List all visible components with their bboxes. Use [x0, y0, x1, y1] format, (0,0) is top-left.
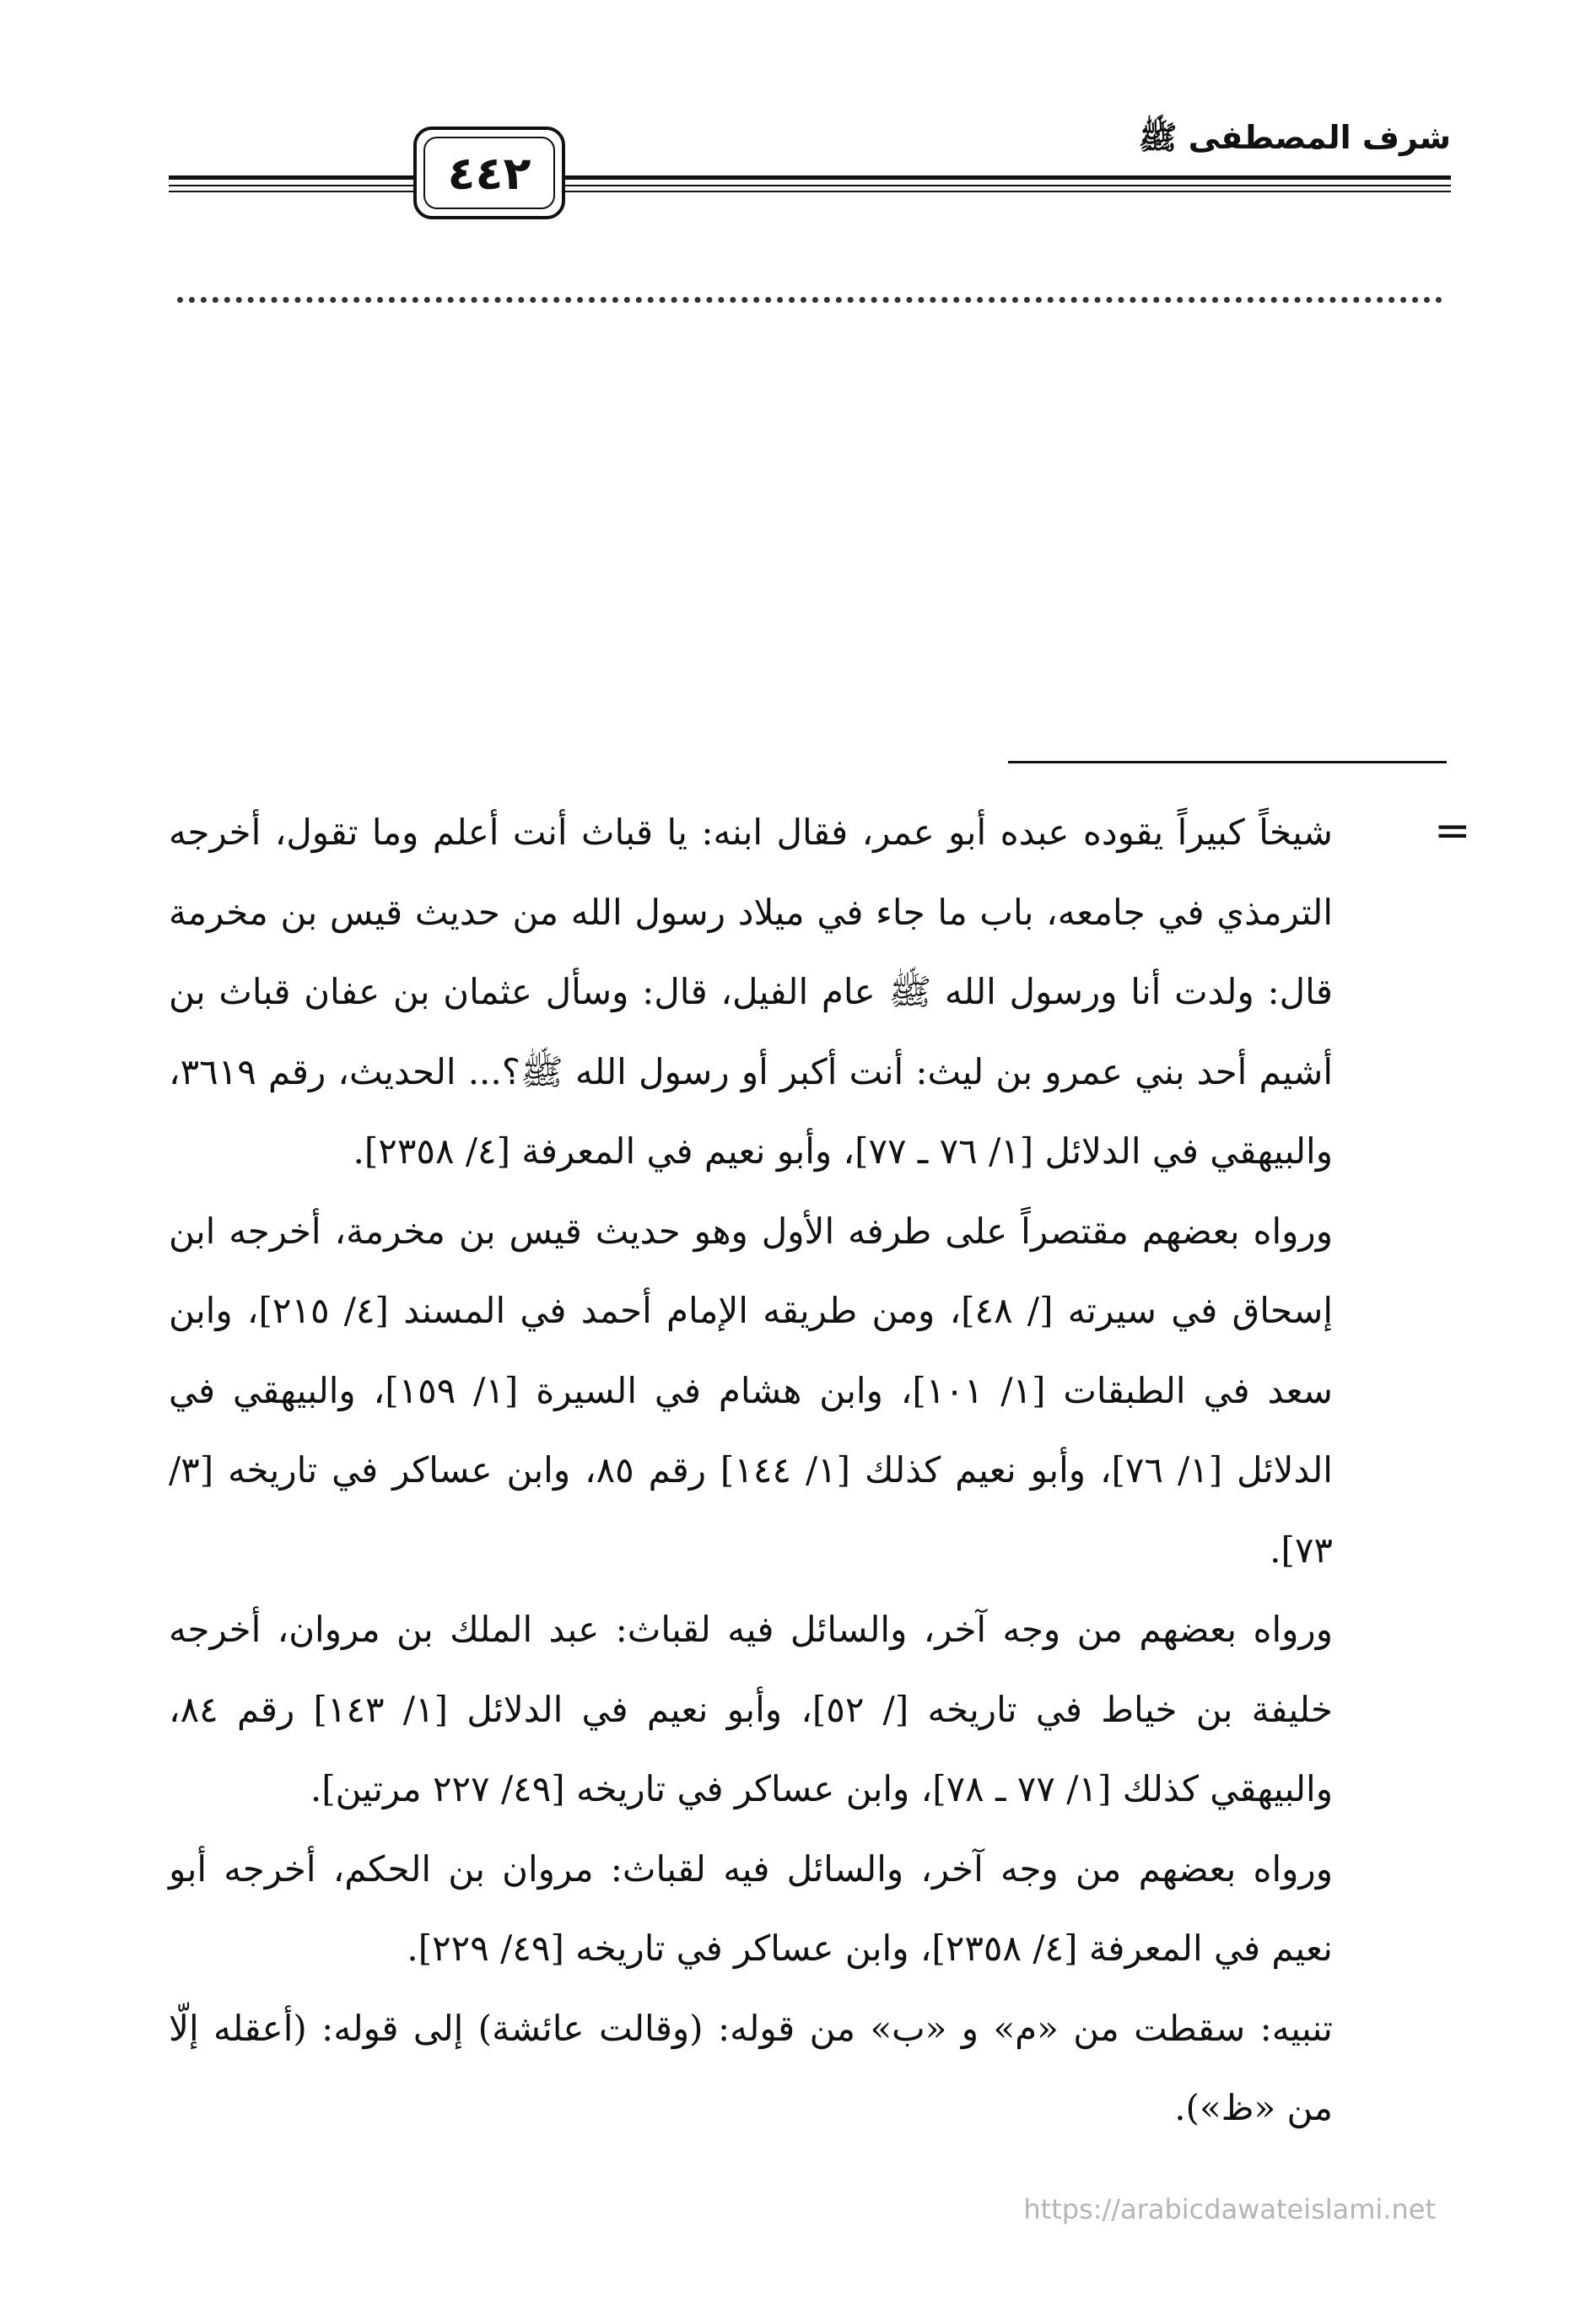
footnote-paragraph-4: ورواه بعضهم من وجه آخر، والسائل فيه لقباث: مروان بن الحكم، أخرجه أبو نعيم في المعرفة [٤/ ٢٣٥٨]، وابن عساكر في تاريخه [٤٩/ ٢٢٩]. — [169, 1847, 1333, 1969]
footnote-paragraph-5: تنبيه: سقطت من «م» و «ب» من قوله: (وقالت عائشة) إلى قوله: (أعقله إلّا من «ظ»). — [169, 2007, 1333, 2128]
page-header — [169, 110, 1451, 228]
dotted-separator — [177, 297, 1442, 303]
page-number-frame — [413, 127, 565, 219]
page-number: ٤٤٢ — [423, 137, 555, 209]
running-title: شرف المصطفى ﷺ — [1138, 119, 1451, 156]
footnote-paragraph-3: ورواه بعضهم من وجه آخر، والسائل فيه لقباث: عبد الملك بن مروان، أخرجه خليفة بن خياط في تاريخه [/ ٥٢]، وأبو نعيم في الدلائل [١/ ١٤٣] رقم ٨٤، والبيهقي كذلك [١/ ٧٧ ـ ٧٨]، وابن عساكر في تاريخه [٤٩/ ٢٢٧ مرتين]. — [169, 1609, 1333, 1809]
footnote-continuation-mark: = — [1434, 806, 1471, 856]
footnote-separator-rule — [1008, 761, 1447, 763]
watermark-url: https://arabicdawateislami.net — [1023, 2193, 1436, 2225]
footnote-paragraph-1: شيخاً كبيراً يقوده عبده أبو عمر، فقال ابنه: يا قباث أنت أعلم وما تقول، أخرجه الترمذي في جامعه، باب ما جاء في ميلاد رسول الله من حديث قيس بن مخرمة قال: ولدت أنا ورسول الله ﷺ عام الفيل، قال: وسأل عثمان بن عفان قباث بن أشيم أحد بني عمرو بن ليث: أنت أكبر أو رسول الله ﷺ؟... الحديث، رقم ٣٦١٩، والبيهقي في الدلائل [١/ ٧٦ ـ ٧٧]، وأبو نعيم في المعرفة [٤/ ٢٣٥٨]. — [169, 812, 1333, 1172]
footnote-body — [169, 793, 1333, 2149]
footnote-paragraph-2: ورواه بعضهم مقتصراً على طرفه الأول وهو حديث قيس بن مخرمة، أخرجه ابن إسحاق في سيرته [/ ٤٨]، ومن طريقه الإمام أحمد في المسند [٤/ ٢١٥]، وابن سعد في الطبقات [١/ ١٠١]، وابن هشام في السيرة [١/ ١٥٩]، والبيهقي في الدلائل [١/ ٧٦]، وأبو نعيم كذلك [١/ ١٤٤] رقم ٨٥، وابن عساكر في تاريخه [٣/ ٧٣]. — [169, 1210, 1334, 1571]
header-rules — [169, 175, 1451, 197]
